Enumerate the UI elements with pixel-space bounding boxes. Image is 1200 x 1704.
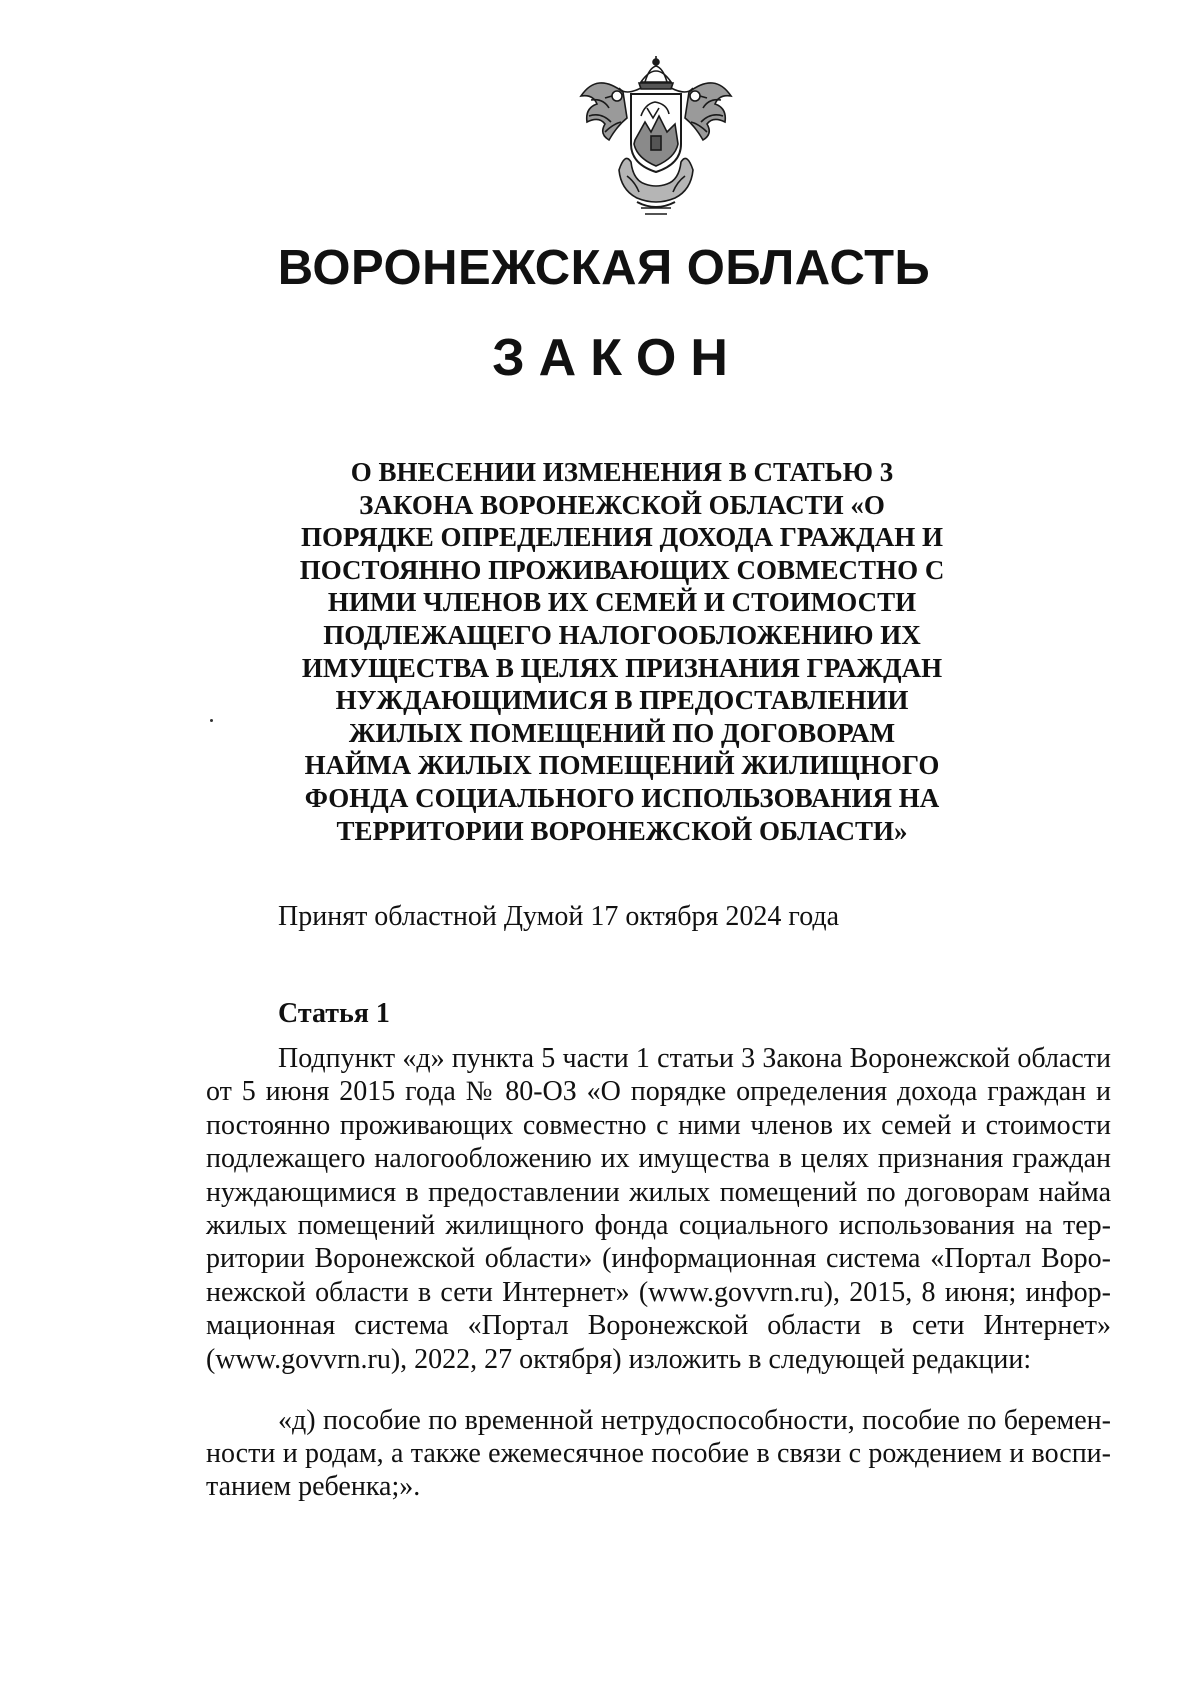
article-body-line: постоянно проживающих совместно с ними членов их семей и стоимости [206, 1109, 1111, 1141]
law-title-line: НУЖДАЮЩИМИСЯ В ПРЕДОСТАВЛЕНИИ [335, 685, 909, 716]
article-body-line: нуждающимися в предоставлении жилых помещений по договорам найма [206, 1176, 1111, 1208]
article-heading: Статья 1 [278, 998, 390, 1029]
scan-speck [210, 719, 213, 722]
adoption-date: Принят областной Думой 17 октября 2024 года [278, 901, 840, 932]
law-title-line: ПОРЯДКЕ ОПРЕДЕЛЕНИЯ ДОХОДА ГРАЖДАН И [301, 522, 943, 553]
article-body [206, 1042, 1111, 1376]
law-title-line: ТЕРРИТОРИИ ВОРОНЕЖСКОЙ ОБЛАСТИ» [336, 815, 908, 846]
article-body-line: подлежащего налогообложению их имущества в целях признания граждан [206, 1143, 1111, 1175]
article-body-line: нежской области в сети Интернет» (www.govvrn.ru), 2015, 8 июня; инфор- [206, 1276, 1111, 1308]
article-body-line: мационная система «Портал Воронежской области в сети Интернет» [206, 1310, 1111, 1342]
amended-text-line: «д) пособие по временной нетрудоспособности, пособие по беремен- [278, 1405, 1111, 1436]
law-title-line: ПОДЛЕЖАЩЕГО НАЛОГООБЛОЖЕНИЮ ИХ [323, 619, 921, 650]
coat-of-arms-icon [575, 52, 737, 222]
article-body-line: (www.govvrn.ru), 2022, 27 октября) изложить в следующей редакции: [206, 1343, 1032, 1375]
article-body-line: от 5 июня 2015 года № 80-ОЗ «О порядке определения дохода граждан и [206, 1076, 1111, 1108]
law-title-line: ПОСТОЯННО ПРОЖИВАЮЩИХ СОВМЕСТНО С [299, 554, 945, 585]
law-title-line: ЖИЛЫХ ПОМЕЩЕНИЙ ПО ДОГОВОРАМ [348, 717, 896, 748]
law-title [250, 456, 994, 847]
amended-text-line: танием ребенка;». [206, 1471, 421, 1502]
article-body-line: жилых помещений жилищного фонда социального использования на тер- [206, 1210, 1111, 1242]
amended-text-line: ности и родам, а также ежемесячное пособие в связи с рождением и воспи- [206, 1438, 1111, 1469]
document-type: ЗАКОН [492, 329, 742, 387]
law-title-line: ИМУЩЕСТВА В ЦЕЛЯХ ПРИЗНАНИЯ ГРАЖДАН [301, 652, 943, 683]
amended-text [206, 1404, 1111, 1503]
law-title-line: ФОНДА СОЦИАЛЬНОГО ИСПОЛЬЗОВАНИЯ НА [304, 782, 940, 813]
article-body-line: Подпункт «д» пункта 5 части 1 статьи 3 Закона Воронежской области [278, 1043, 1111, 1074]
law-title-line: ЗАКОНА ВОРОНЕЖСКОЙ ОБЛАСТИ «О [359, 489, 885, 520]
law-title-line: О ВНЕСЕНИИ ИЗМЕНЕНИЯ В СТАТЬЮ 3 [350, 457, 894, 487]
law-title-line: НИМИ ЧЛЕНОВ ИХ СЕМЕЙ И СТОИМОСТИ [327, 587, 917, 618]
law-title-line: НАЙМА ЖИЛЫХ ПОМЕЩЕНИЙ ЖИЛИЩНОГО [304, 750, 940, 781]
region-name: ВОРОНЕЖСКАЯ ОБЛАСТЬ [277, 241, 931, 295]
article-body-line: ритории Воронежской области» (информационная система «Портал Воро- [206, 1243, 1111, 1275]
